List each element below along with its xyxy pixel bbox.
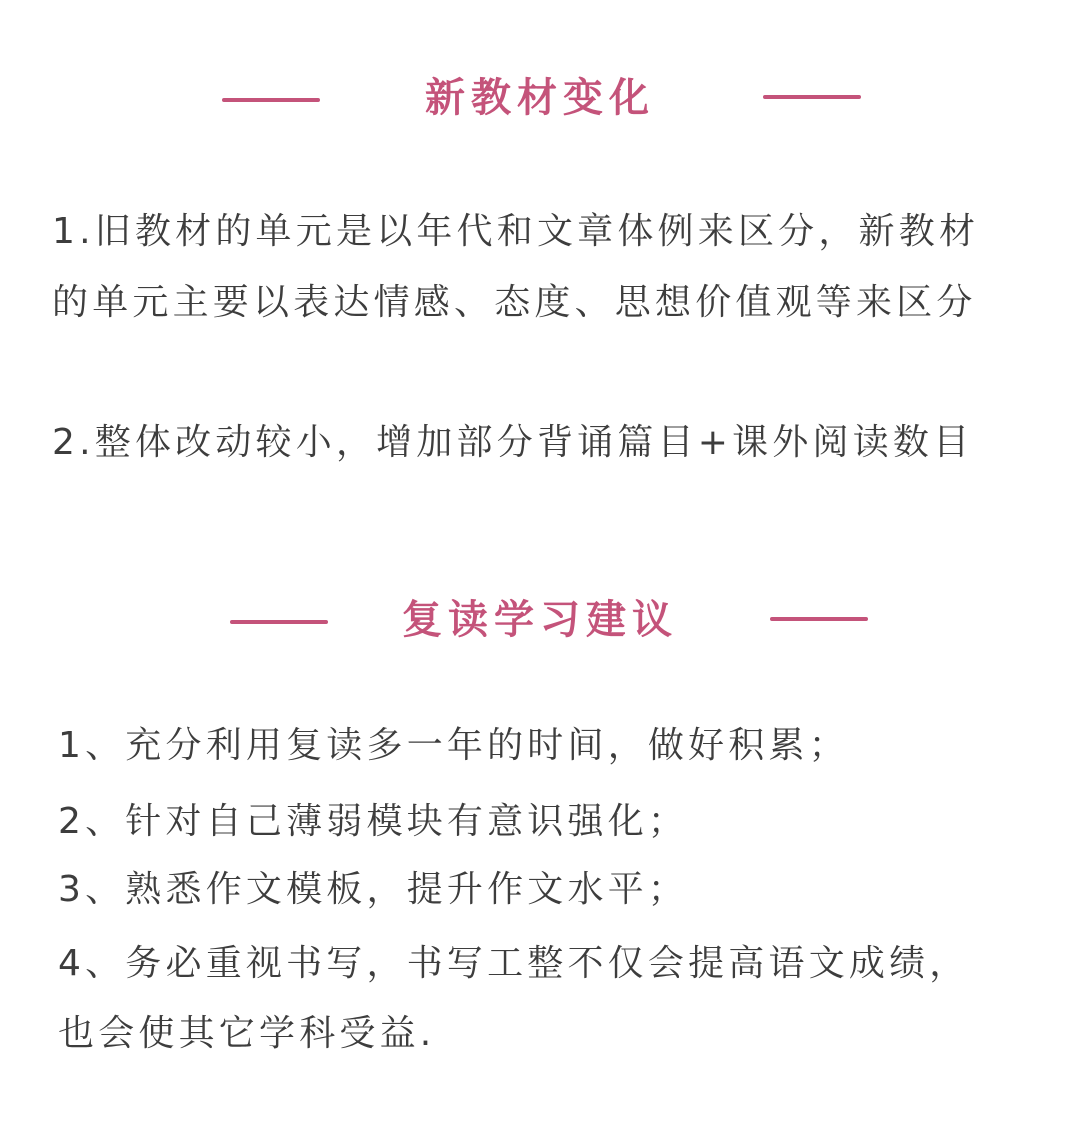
- section-title: 新教材变化: [425, 74, 655, 121]
- paragraph-2-line-1: 2.整体改动较小，增加部分背诵篇目+课外阅读数目: [52, 422, 974, 463]
- section-header-new-textbook: [0, 68, 1080, 128]
- header-right-rule: [763, 95, 861, 99]
- list-item-2: 2、针对自己薄弱模块有意识强化；: [58, 801, 689, 842]
- list-item-4-continued: 也会使其它学科受益.: [58, 1013, 436, 1054]
- header-right-rule: [770, 617, 868, 621]
- section-title: 复读学习建议: [402, 596, 678, 643]
- list-item-3: 3、熟悉作文模板，提升作文水平；: [58, 869, 689, 910]
- paragraph-1-line-1: 1.旧教材的单元是以年代和文章体例来区分，新教材: [52, 211, 980, 252]
- section-header-repeat-study: [0, 590, 1080, 650]
- list-item-4: 4、务必重视书写，书写工整不仅会提高语文成绩，: [58, 943, 970, 984]
- list-item-1: 1、充分利用复读多一年的时间，做好积累；: [58, 725, 849, 766]
- paragraph-1-line-2: 的单元主要以表达情感、态度、思想价值观等来区分: [52, 282, 977, 323]
